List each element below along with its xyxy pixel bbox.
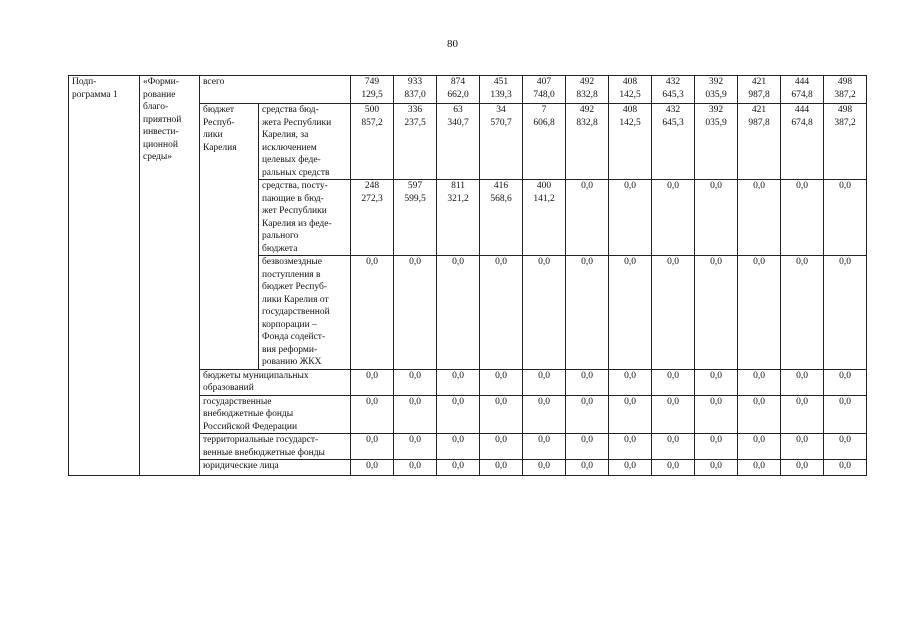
value-line: 0,0 (538, 370, 550, 381)
value-cell (566, 104, 609, 180)
value-line: 645,3 (662, 89, 684, 100)
value-cell (566, 460, 609, 476)
value-cell (437, 369, 480, 395)
value-cell (738, 369, 781, 395)
value-line: 0,0 (710, 396, 722, 407)
value-line: 421 (751, 105, 767, 115)
value-cell (695, 104, 738, 180)
value-line: 139,3 (490, 89, 512, 100)
value-cell (695, 180, 738, 256)
value-line: 0,0 (667, 396, 679, 407)
value-line: 0,0 (495, 396, 507, 407)
value-cell (566, 395, 609, 434)
value-line: 0,0 (409, 461, 421, 471)
value-line: 0,0 (538, 461, 550, 471)
value-cell (437, 256, 480, 370)
value-cell (523, 434, 566, 460)
value-line: 0,0 (495, 461, 507, 471)
value-cell (523, 180, 566, 256)
value-line: 498 (837, 105, 853, 115)
value-cell (609, 369, 652, 395)
value-line: 492 (579, 105, 595, 115)
value-line: 142,5 (619, 89, 641, 100)
value-cell (437, 76, 480, 104)
value-line: 987,8 (748, 117, 770, 128)
value-line: 451 (493, 77, 509, 87)
value-cell (480, 180, 523, 256)
value-line: 0,0 (452, 435, 464, 445)
value-cell (609, 104, 652, 180)
value-line: 0,0 (796, 396, 808, 407)
value-line: 832,8 (576, 117, 598, 128)
value-line: 0,0 (710, 370, 722, 381)
value-line: 0,0 (667, 435, 679, 445)
value-cell (738, 395, 781, 434)
value-cell (781, 180, 824, 256)
value-line: 0,0 (624, 257, 636, 267)
value-cell (437, 104, 480, 180)
value-line: 408 (622, 77, 638, 87)
value-cell (695, 76, 738, 104)
value-line: 0,0 (796, 370, 808, 381)
value-cell (652, 76, 695, 104)
row-label-legal-entities: юридические лица (200, 460, 351, 476)
value-line: 321,2 (447, 193, 469, 204)
value-line: 0,0 (796, 181, 808, 191)
value-line: 857,2 (361, 117, 383, 128)
value-cell (695, 460, 738, 476)
value-cell (781, 434, 824, 460)
value-cell (480, 256, 523, 370)
value-cell (738, 76, 781, 104)
value-line: 606,8 (533, 117, 555, 128)
value-line: 0,0 (839, 435, 851, 445)
value-line: 0,0 (710, 435, 722, 445)
value-cell (652, 395, 695, 434)
page-number: 80 (447, 38, 458, 50)
value-line: 141,2 (533, 193, 555, 204)
value-cell (738, 180, 781, 256)
value-cell (566, 434, 609, 460)
value-line: 0,0 (538, 257, 550, 267)
value-line: 748,0 (533, 89, 555, 100)
value-line: 0,0 (495, 435, 507, 445)
value-line: 662,0 (447, 89, 469, 100)
value-cell (351, 256, 394, 370)
value-line: 0,0 (624, 461, 636, 471)
value-line: 0,0 (366, 396, 378, 407)
value-line: 0,0 (409, 257, 421, 267)
value-cell (394, 434, 437, 460)
row-label-federal-funds: средства, посту- пающие в бюд- жет Республики Карелия из феде- рального бюджета (259, 180, 351, 256)
value-line: 0,0 (538, 435, 550, 445)
value-line: 0,0 (753, 257, 765, 267)
value-line: 0,0 (796, 461, 808, 471)
value-cell (523, 256, 566, 370)
row-total (69, 76, 867, 104)
value-cell (781, 369, 824, 395)
value-line: 832,8 (576, 89, 598, 100)
value-cell (351, 76, 394, 104)
value-cell (652, 180, 695, 256)
value-cell (437, 395, 480, 434)
value-line: 0,0 (710, 461, 722, 471)
value-line: 035,9 (705, 89, 727, 100)
subprogram-name: Подп- рограмма 1 (69, 76, 140, 476)
value-cell (652, 434, 695, 460)
value-line: 0,0 (409, 370, 421, 381)
value-cell (566, 256, 609, 370)
subprogram-title: «Форми- рование благо- приятной инвести- ционной среды» (140, 76, 200, 476)
value-line: 392 (708, 105, 724, 115)
value-line: 0,0 (581, 370, 593, 381)
value-line: 392 (708, 77, 724, 87)
value-cell (824, 395, 867, 434)
value-cell (824, 434, 867, 460)
value-line: 0,0 (839, 461, 851, 471)
value-cell (394, 256, 437, 370)
value-line: 0,0 (753, 435, 765, 445)
value-line: 0,0 (366, 257, 378, 267)
value-cell (394, 76, 437, 104)
value-cell (480, 76, 523, 104)
value-line: 0,0 (710, 181, 722, 191)
value-line: 0,0 (366, 435, 378, 445)
value-line: 837,0 (404, 89, 426, 100)
value-line: 0,0 (753, 181, 765, 191)
value-cell (695, 395, 738, 434)
value-line: 400 (536, 181, 552, 191)
value-line: 0,0 (452, 257, 464, 267)
row-label-municipal: бюджеты муниципальных образований (200, 369, 351, 395)
value-cell (523, 460, 566, 476)
value-cell (523, 369, 566, 395)
value-cell (351, 460, 394, 476)
row-label-state-funds: государственные внебюджетные фонды Российской Федерации (200, 395, 351, 434)
value-cell (695, 256, 738, 370)
value-line: 570,7 (490, 117, 512, 128)
value-line: 0,0 (581, 396, 593, 407)
value-line: 674,8 (791, 117, 813, 128)
value-cell (566, 369, 609, 395)
value-line: 0,0 (839, 370, 851, 381)
row-label-territorial-funds: территориальные государст- венные внебюджетные фонды (200, 434, 351, 460)
value-cell (738, 460, 781, 476)
value-cell (652, 460, 695, 476)
value-cell (437, 434, 480, 460)
value-cell (824, 369, 867, 395)
value-line: 237,5 (404, 117, 426, 128)
funding-table (68, 75, 867, 476)
value-cell (609, 256, 652, 370)
value-line: 336 (407, 105, 423, 115)
value-cell (566, 180, 609, 256)
value-cell (652, 256, 695, 370)
value-line: 0,0 (495, 370, 507, 381)
value-cell (609, 434, 652, 460)
value-line: 432 (665, 105, 681, 115)
value-line: 0,0 (624, 396, 636, 407)
value-cell (609, 76, 652, 104)
value-cell (351, 395, 394, 434)
value-cell (609, 180, 652, 256)
value-line: 0,0 (624, 435, 636, 445)
value-cell (824, 104, 867, 180)
value-line: 811 (451, 181, 465, 191)
value-line: 0,0 (581, 435, 593, 445)
value-line: 0,0 (796, 435, 808, 445)
value-line: 0,0 (581, 257, 593, 267)
value-line: 63 (453, 105, 463, 115)
value-line: 387,2 (834, 89, 856, 100)
value-line: 0,0 (624, 370, 636, 381)
value-line: 407 (536, 77, 552, 87)
value-cell (824, 180, 867, 256)
value-line: 749 (364, 77, 380, 87)
row-label-rk-own-funds: средства бюд- жета Республики Карелия, за исключением целевых феде- ральных средств (259, 104, 351, 180)
value-cell (652, 369, 695, 395)
value-cell (738, 434, 781, 460)
value-cell (652, 104, 695, 180)
value-line: 142,5 (619, 117, 641, 128)
value-cell (351, 104, 394, 180)
value-line: 0,0 (452, 370, 464, 381)
value-line: 674,8 (791, 89, 813, 100)
value-line: 035,9 (705, 117, 727, 128)
value-line: 0,0 (753, 461, 765, 471)
value-cell (609, 460, 652, 476)
value-cell (566, 76, 609, 104)
value-cell (480, 104, 523, 180)
value-line: 387,2 (834, 117, 856, 128)
value-line: 7 (541, 105, 547, 115)
value-line: 0,0 (452, 461, 464, 471)
value-cell (351, 180, 394, 256)
value-cell (394, 369, 437, 395)
value-line: 0,0 (753, 370, 765, 381)
value-cell (738, 256, 781, 370)
value-cell (781, 104, 824, 180)
value-cell (437, 460, 480, 476)
value-cell (394, 180, 437, 256)
value-cell (351, 369, 394, 395)
value-cell (480, 434, 523, 460)
row-label-fund-receipts: безвозмездные поступления в бюджет Респуб- лики Карелия от государственной корпорации – Фонда содейст- вия реформи- рованию ЖКХ (259, 256, 351, 370)
value-line: 0,0 (624, 181, 636, 191)
value-line: 0,0 (538, 396, 550, 407)
value-cell (523, 76, 566, 104)
value-cell (480, 395, 523, 434)
value-cell (351, 434, 394, 460)
value-line: 500 (364, 105, 380, 115)
value-cell (480, 369, 523, 395)
value-line: 645,3 (662, 117, 684, 128)
value-line: 421 (751, 77, 767, 87)
value-line: 0,0 (409, 396, 421, 407)
value-line: 0,0 (710, 257, 722, 267)
value-line: 933 (407, 77, 423, 87)
value-line: 0,0 (452, 396, 464, 407)
value-line: 0,0 (839, 396, 851, 407)
value-line: 272,3 (361, 193, 383, 204)
value-line: 444 (794, 105, 810, 115)
value-cell (781, 395, 824, 434)
value-line: 444 (794, 77, 810, 87)
value-line: 0,0 (581, 461, 593, 471)
value-line: 34 (496, 105, 506, 115)
value-line: 432 (665, 77, 681, 87)
value-cell (394, 460, 437, 476)
value-line: 599,5 (404, 193, 426, 204)
value-cell (824, 460, 867, 476)
value-line: 568,6 (490, 193, 512, 204)
value-line: 492 (579, 77, 595, 87)
value-cell (480, 460, 523, 476)
value-line: 874 (450, 77, 466, 87)
row-group-label-rk-budget: бюджет Респуб- лики Карелия (200, 104, 259, 370)
value-cell (738, 104, 781, 180)
value-cell (394, 104, 437, 180)
value-line: 408 (622, 105, 638, 115)
value-line: 0,0 (366, 461, 378, 471)
value-line: 0,0 (839, 181, 851, 191)
value-line: 597 (407, 181, 423, 191)
value-cell (609, 395, 652, 434)
value-line: 987,8 (748, 89, 770, 100)
value-cell (781, 460, 824, 476)
value-line: 0,0 (581, 181, 593, 191)
value-line: 0,0 (667, 181, 679, 191)
row-label-total: всего (200, 76, 351, 104)
value-line: 416 (493, 181, 509, 191)
value-line: 0,0 (839, 257, 851, 267)
value-line: 0,0 (667, 257, 679, 267)
value-cell (695, 434, 738, 460)
value-cell (824, 76, 867, 104)
value-cell (695, 369, 738, 395)
value-cell (523, 104, 566, 180)
value-line: 0,0 (366, 370, 378, 381)
value-line: 340,7 (447, 117, 469, 128)
value-line: 0,0 (667, 461, 679, 471)
value-cell (394, 395, 437, 434)
value-line: 129,5 (361, 89, 383, 100)
value-cell (781, 76, 824, 104)
value-line: 0,0 (796, 257, 808, 267)
value-cell (824, 256, 867, 370)
value-cell (437, 180, 480, 256)
value-line: 0,0 (495, 257, 507, 267)
value-cell (523, 395, 566, 434)
value-line: 0,0 (667, 370, 679, 381)
value-line: 0,0 (753, 396, 765, 407)
value-line: 498 (837, 77, 853, 87)
value-line: 0,0 (409, 435, 421, 445)
value-line: 248 (364, 181, 380, 191)
value-cell (781, 256, 824, 370)
